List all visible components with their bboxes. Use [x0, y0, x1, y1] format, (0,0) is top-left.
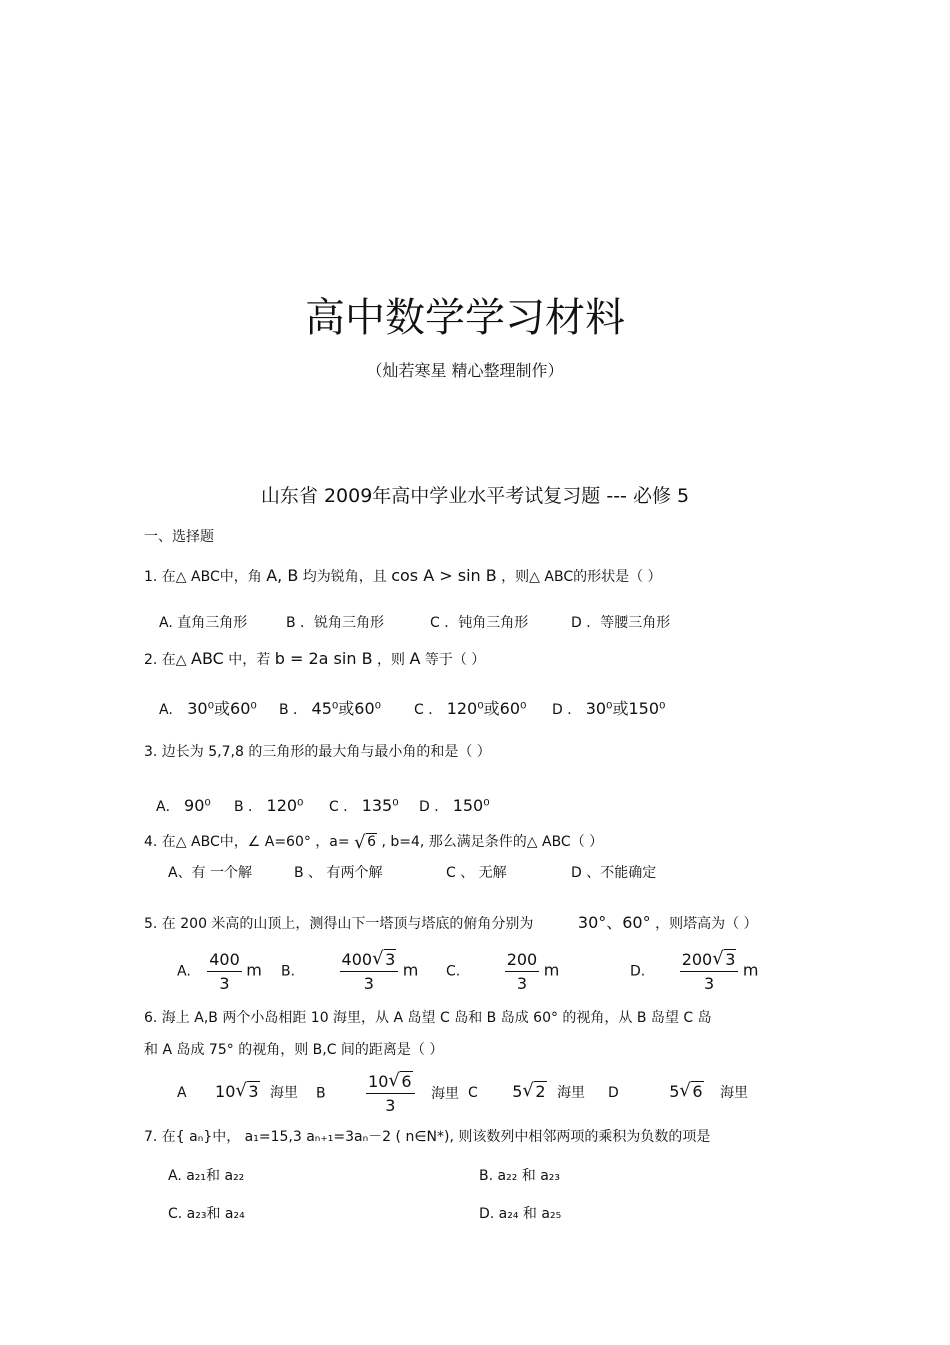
q7-option-b: B. a₂₂ 和 a₂₃: [479, 1168, 561, 1184]
q2-option-a: [159, 696, 257, 719]
q6-option-a-sqrt-value: 3: [248, 1082, 259, 1101]
q3-option-b-value: 120⁰: [266, 796, 304, 815]
q5-option-d-fraction: [680, 950, 739, 993]
q5-stem-end: ，则塔高为（ ）: [655, 916, 758, 932]
q6-option-d-sqrt: [679, 1082, 703, 1101]
q4-sqrt: [354, 832, 377, 853]
q4-stem-a: 4. 在△ ABC中，∠ A=60° ，a=: [144, 834, 350, 850]
q6-option-b-numerator: [366, 1072, 415, 1094]
q2-option-d: [552, 696, 665, 719]
radical-sign-icon: √: [354, 832, 366, 853]
q4-sqrt-value: 6: [367, 834, 376, 850]
q7-option-c: C. a₂₃和 a₂₄: [168, 1206, 245, 1222]
q6-option-b: [316, 1072, 459, 1115]
q6-option-a-unit: 海里: [270, 1085, 299, 1101]
q6-option-b-fraction: [366, 1072, 415, 1115]
q6-option-c-sqrt: [522, 1082, 546, 1101]
q5-angles: 30°、60°: [577, 913, 651, 932]
q1-option-a: A. 直角三角形: [159, 615, 248, 631]
q2-stem-e: ，则: [377, 652, 405, 668]
q3-option-d-value: 150⁰: [452, 796, 490, 815]
question-3: 3. 边长为 5,7,8 的三角形的最大角与最小角的和是（ ）: [144, 744, 491, 760]
q2-stem-a: 2. 在△: [144, 652, 187, 668]
q6-option-b-coef: 10: [368, 1072, 389, 1091]
q2-option-a-label: A.: [159, 702, 173, 718]
q5-option-a-label: A.: [177, 963, 191, 980]
q4-option-a: A、有 一个解: [168, 865, 253, 881]
q2-option-c: [414, 696, 526, 719]
q3-option-c: [329, 796, 399, 816]
radical-sign-icon: √: [372, 948, 384, 969]
q2-option-b-value: 45⁰或60⁰: [311, 699, 382, 718]
q1-stem-a: 1. 在△ ABC中，角: [144, 569, 262, 585]
question-6-line-2: 和 A 岛成 75° 的视角，则 B,C 间的距离是（ ）: [144, 1042, 444, 1058]
q6-option-b-denominator: 3: [385, 1096, 396, 1115]
q5-option-c-numerator: 200: [505, 950, 540, 972]
q2-stem-c: 中，若: [228, 652, 271, 668]
q5-option-c-fraction: [505, 950, 540, 993]
q5-option-b-unit: m: [402, 960, 419, 980]
radical-sign-icon: √: [712, 948, 724, 969]
q5-option-b: [281, 950, 418, 993]
q2-option-c-label: C ．: [414, 702, 443, 718]
q5-option-b-coef: 400: [341, 950, 373, 969]
radical-sign-icon: √: [388, 1070, 400, 1091]
question-2: [144, 649, 485, 669]
q6-option-c-sqrt-value: 2: [535, 1082, 546, 1101]
q5-stem: 5. 在 200 米高的山顶上，测得山下一塔顶与塔底的俯角分别为: [144, 916, 534, 932]
question-1: [144, 566, 662, 586]
q5-option-d-numerator: [680, 950, 739, 972]
document-subtitle: （灿若寒星 精心整理制作）: [366, 361, 564, 380]
question-4: [144, 831, 603, 851]
q6-option-a-label: A: [177, 1085, 187, 1101]
radical-sign-icon: √: [235, 1080, 247, 1101]
q6-option-b-sqrt-value: 6: [401, 1072, 412, 1091]
q5-option-a-numerator: 400: [207, 950, 242, 972]
q5-option-b-sqrt-value: 3: [385, 950, 396, 969]
question-6-line-1: 6. 海上 A,B 两个小岛相距 10 海里，从 A 岛望 C 岛和 B 岛成 60° 的视角，从 B 岛望 C 岛: [144, 1010, 712, 1026]
q6-option-c-label: C: [468, 1085, 478, 1101]
q1-option-c: C ．钝角三角形: [430, 615, 529, 631]
q5-option-b-denominator: 3: [363, 974, 374, 993]
q2-stem-f: A: [409, 649, 421, 668]
q1-stem-e: ，则△ ABC的形状是（ ）: [501, 569, 662, 585]
q3-option-a-value: 90⁰: [184, 796, 211, 815]
exam-heading: 山东省 2009年高中学业水平考试复习题 --- 必修 5: [260, 485, 690, 507]
q2-option-d-value: 30⁰或150⁰: [585, 699, 666, 718]
q4-option-d: D 、不能确定: [571, 865, 657, 881]
q5-option-c-label: C.: [446, 963, 461, 980]
q6-option-b-unit: 海里: [431, 1085, 460, 1102]
q2-option-a-value: 30⁰或60⁰: [187, 699, 257, 718]
q5-option-b-sqrt: [372, 950, 396, 969]
q5-option-d-unit: m: [742, 960, 759, 980]
q3-option-b-label: B ．: [234, 799, 263, 815]
q3-option-c-value: 135⁰: [361, 796, 399, 815]
q7-option-d: D. a₂₄ 和 a₂₅: [479, 1206, 562, 1222]
q1-stem-d: cos A > sin B: [391, 566, 497, 585]
q3-option-d: [419, 796, 490, 816]
q6-option-c-unit: 海里: [557, 1085, 586, 1101]
q6-option-b-sqrt: [388, 1072, 412, 1091]
q1-stem-c: 均为锐角，且: [302, 569, 387, 585]
q2-stem-g: 等于（ ）: [424, 652, 486, 668]
q1-option-d: D ．等腰三角形: [571, 615, 671, 631]
q3-option-b: [234, 796, 303, 816]
q4-option-b: B 、 有两个解: [294, 865, 383, 881]
q5-option-d-sqrt: [712, 950, 736, 969]
q6-option-a-sqrt: [235, 1082, 259, 1101]
question-5: [144, 910, 758, 933]
q5-option-d-coef: 200: [681, 950, 713, 969]
q6-option-a: [177, 1082, 298, 1102]
q3-option-c-label: C ．: [329, 799, 358, 815]
q5-option-d-sqrt-value: 3: [725, 950, 736, 969]
q6-option-d-coef: 5: [669, 1082, 680, 1101]
q6-option-a-coef: 10: [215, 1082, 236, 1101]
q5-option-b-fraction: [340, 950, 399, 993]
document-title: 高中数学学习材料: [305, 295, 625, 341]
q6-option-d-sqrt-value: 6: [692, 1082, 703, 1101]
q7-option-a: A. a₂₁和 a₂₂: [168, 1168, 245, 1184]
q5-option-a-fraction: [207, 950, 242, 993]
q2-option-d-label: D ．: [552, 702, 582, 718]
q2-option-b: [279, 696, 381, 719]
q5-option-d-label: D.: [630, 963, 646, 980]
q1-stem-b: A, B: [266, 566, 299, 585]
q5-option-b-numerator: [340, 950, 399, 972]
q6-option-c: [468, 1082, 585, 1102]
radical-sign-icon: √: [679, 1080, 691, 1101]
q3-option-a-label: A．: [156, 799, 180, 815]
q4-option-c: C 、 无解: [446, 865, 507, 881]
q5-option-b-label: B.: [281, 963, 296, 980]
q5-option-c-denominator: 3: [516, 974, 528, 993]
section-heading: 一、选择题: [144, 529, 214, 545]
q6-option-d-label: D: [608, 1085, 619, 1101]
q5-option-a-unit: m: [246, 960, 262, 980]
q5-option-c: [446, 950, 559, 993]
q6-option-d-unit: 海里: [720, 1085, 749, 1101]
q5-option-a-denominator: 3: [219, 974, 230, 993]
q5-option-c-unit: m: [543, 960, 560, 980]
q4-stem-b: , b=4, 那么满足条件的△ ABC（ ）: [381, 834, 604, 850]
q3-option-a: [156, 796, 211, 816]
q3-option-d-label: D ．: [419, 799, 449, 815]
q6-option-c-coef: 5: [512, 1082, 523, 1101]
q2-stem-b: ABC: [191, 649, 224, 668]
q2-option-b-label: B ．: [279, 702, 308, 718]
q6-option-d: [608, 1082, 748, 1102]
q6-option-b-label: B: [316, 1085, 326, 1102]
q2-option-c-value: 120⁰或60⁰: [446, 699, 527, 718]
q2-stem-d: b = 2a sin B: [274, 649, 373, 668]
q5-option-d: [630, 950, 758, 993]
question-7: 7. 在{ aₙ}中， a₁=15,3 aₙ₊₁=3aₙ－2 ( n∈N*), 则该数列中相邻两项的乘积为负数的项是: [144, 1129, 711, 1145]
q5-option-d-denominator: 3: [703, 974, 715, 993]
q5-option-a: [177, 950, 262, 993]
q1-option-b: B ．锐角三角形: [286, 615, 385, 631]
radical-sign-icon: √: [522, 1080, 534, 1101]
